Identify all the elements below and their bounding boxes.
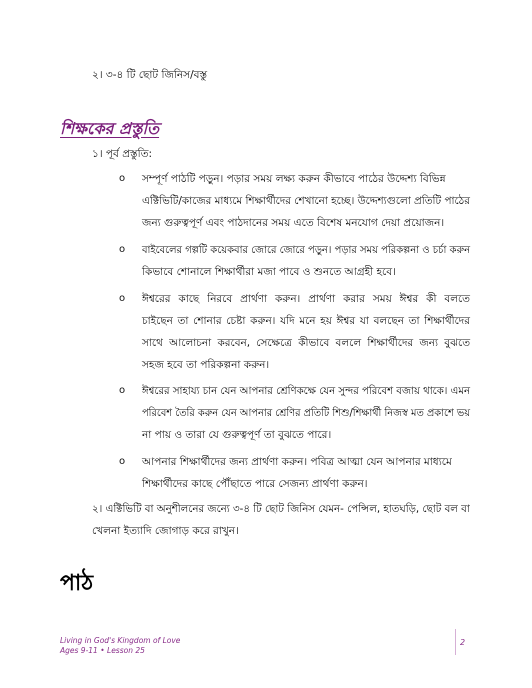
bullet-line: চাইছেন তা শোনার চেষ্টা করুন। যদি মনে হয় ঈশ্বর যা বলছেন তা শিক্ষার্থীদের <box>142 315 471 327</box>
bullet-marker: o <box>118 293 126 304</box>
bullet-marker: o <box>118 456 126 467</box>
bullet-line: শিক্ষার্থীদের কাছে পৌঁছাতে পারে সেজন্য প্রার্থণা করুন। <box>142 478 368 490</box>
bullet-line: কিভাবে শোনালে শিক্ষার্থীরা মজা পাবে ও শুনতে আগ্রহী হবে। <box>142 266 396 278</box>
section-title-teacher-preparation: শিক্ষকের প্রস্তুতি <box>60 119 160 138</box>
bullet-line: সম্পূর্ণ পাঠটি পড়ুন। পড়ার সময় লক্ষ্য করুন কীভাবে পাঠের উদ্দেশ্য বিভিন্ন <box>142 173 446 185</box>
subsection-pre-preparation: ১। পূর্ব প্রস্তুতি: <box>92 148 153 160</box>
bullet-line: বাইবেলের গল্পটি কয়েকবার জোরে জোরে পড়ুন। পড়ার সময় পরিকল্পনা ও চর্চা করুন <box>142 244 471 256</box>
footer-title <box>60 636 180 656</box>
materials-item-2: ২। ৩-৪ টি ছোট জিনিস/বস্তু <box>92 69 208 81</box>
bullet-marker: o <box>118 244 126 255</box>
bullet-line: সাথে আলোচনা করবেন, সেক্ষেত্রে কীভাবে বললে শিক্ষার্থীদের জন্য বুঝতে <box>142 337 471 349</box>
bullet-line: জন্য গুরুত্বপূর্ণ এবং পাঠদানের সময় এতে বিশেষ মনযোগ দেয়া প্রয়োজন। <box>142 217 445 229</box>
bullet-marker: o <box>118 173 126 184</box>
footer-lesson-info: Ages 9-11 • Lesson 25 <box>60 646 145 655</box>
footer-divider <box>455 629 456 655</box>
materials-gather-line-2: খেলনা ইত্যাদি জোগাড় করে রাখুন। <box>92 525 239 537</box>
bullet-line: ঈশ্বরের কাছে নিরবে প্রার্থণা করুন। প্রার্থণা করার সময় ঈশ্বর কী বলতে <box>142 293 471 305</box>
materials-gather-line-1: ২। এক্টিভিটি বা অনুশীলনের জন্যে ৩-৪ টি ছোট জিনিস যেমন- পেন্সিল, হাতঘড়ি, ছোট বল বা <box>92 503 470 515</box>
bullet-line: না পায় ও তারা যে গুরুত্বপূর্ণ তা বুঝতে পারে। <box>142 429 332 441</box>
bullet-line: পরিবেশ তৈরি করুন যেন আপনার শ্রেণির প্রতিটি শিশু/শিক্ষার্থী নিজস্ব মত প্রকাশে ভয় <box>142 407 470 419</box>
page-number: 2 <box>460 638 466 647</box>
bullet-marker: o <box>118 385 126 396</box>
footer-series-title: Living in God's Kingdom of Love <box>60 636 181 645</box>
bullet-line: আপনার শিক্ষার্থীদের জন্য প্রার্থণা করুন। পবিত্র আত্মা যেন আপনার মাধ্যমে <box>142 456 452 468</box>
heading-lesson: পাঠ <box>60 571 94 596</box>
bullet-line: এক্টিভিটি/কাজের মাধ্যমে শিক্ষার্থীদের শেখানো হচ্ছে। উদ্দেশ্যগুলো প্রতিটি পাঠের <box>142 195 470 207</box>
bullet-line: সহজ হবে তা পরিকল্পনা করুন। <box>142 359 270 371</box>
bullet-line: ঈশ্বরের সাহায্য চান যেন আপনার শ্রেণিকক্ষে যেন সুন্দর পরিবেশ বজায় থাকে। এমন <box>142 385 471 397</box>
